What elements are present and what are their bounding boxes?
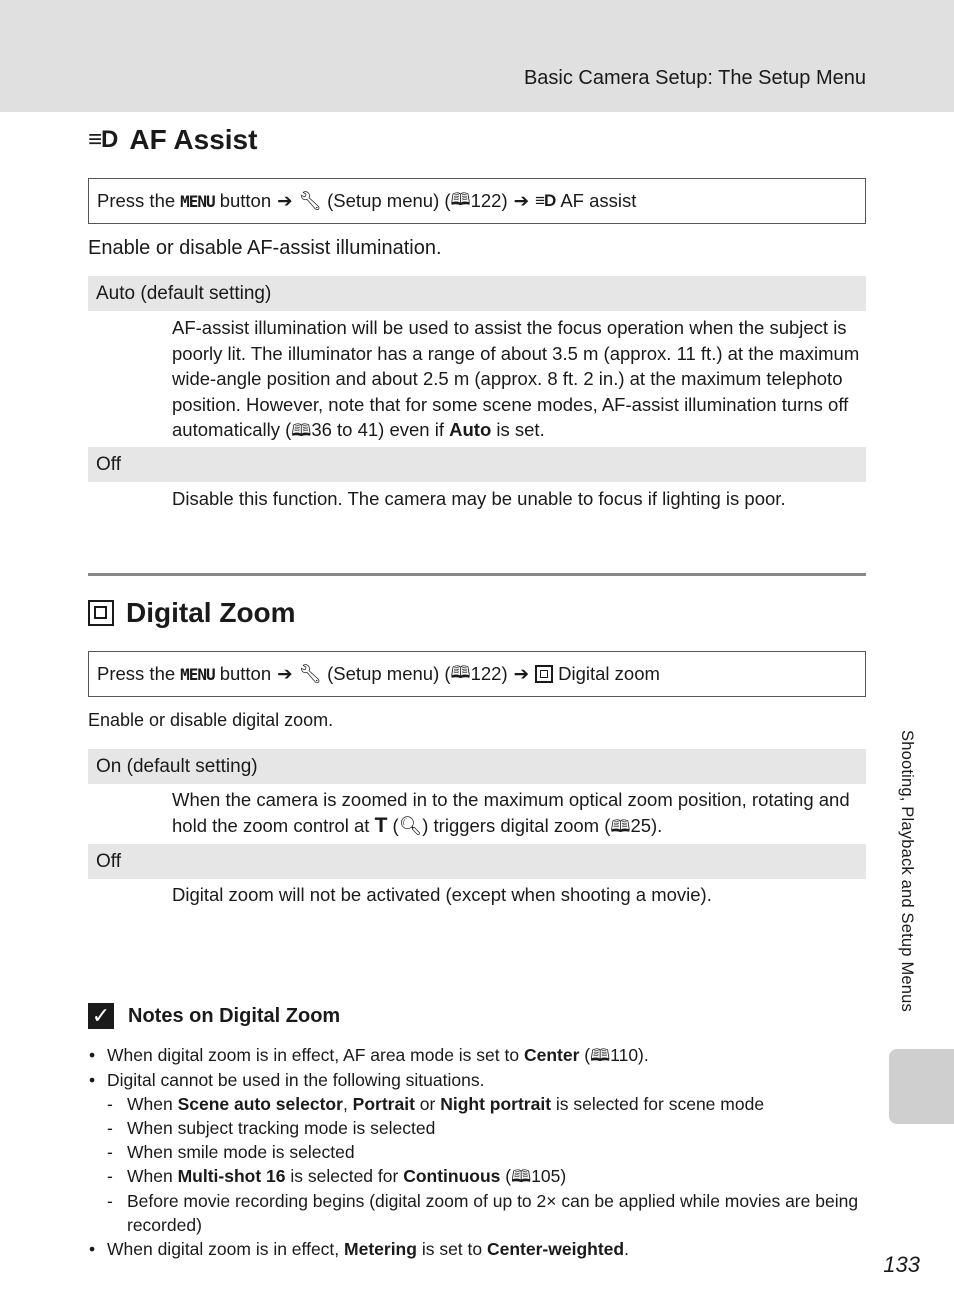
digital-zoom-menu-path: Press the MENU button ➔ 🔧︎ (Setup menu) ( 🕮 122) ➔ Digital zoom <box>88 651 866 697</box>
wrench-icon: 🔧︎ <box>298 663 323 684</box>
book-reference-icon: 🕮 <box>511 1167 532 1186</box>
digital-zoom-icon <box>88 600 114 626</box>
option-label-off: Off <box>88 447 866 482</box>
arrow-right-icon: ➔ <box>277 663 293 684</box>
option-text-on: When the camera is zoomed in to the maximum optical zoom position, rotating and hold the zoom control at T (🔍︎) triggers digital zoom (🕮25). <box>172 787 860 839</box>
list-item: • Digital cannot be used in the following situations. <box>88 1068 868 1092</box>
list-item: • When digital zoom is in effect, AF area mode is set to Center (🕮110). <box>88 1043 868 1068</box>
list-item: - When smile mode is selected <box>88 1140 868 1164</box>
arrow-right-icon: ➔ <box>513 190 530 211</box>
section-title-af-assist <box>88 124 257 156</box>
option-label-on: On (default setting) <box>88 749 866 784</box>
digital-zoom-description: Enable or disable digital zoom. <box>88 710 334 730</box>
header-band <box>0 0 954 112</box>
section-divider <box>88 573 866 576</box>
section-tab <box>889 1049 954 1124</box>
list-item: - When subject tracking mode is selected <box>88 1116 868 1140</box>
digital-zoom-title: Digital Zoom <box>126 597 296 628</box>
book-reference-icon: 🕮 <box>450 189 471 209</box>
zoom-in-icon: 🔍︎ <box>398 814 423 836</box>
af-assist-description: Enable or disable AF-assist illumination. <box>88 237 442 259</box>
menu-button-label: MENU <box>180 191 215 211</box>
notes-title: ✓ Notes on Digital Zoom <box>88 1003 340 1029</box>
option-text-auto: AF-assist illumination will be used to assist the focus operation when the subject is poorly lit. The illuminator has a range of about 3.5 m (approx. 11 ft.) at the maximum wide-angle position and about 2.5 m (approx. 8 ft. 2 in.) at the maximum telephoto position. However, note that for some scene modes, AF-assist illumination turns off automatically (🕮36 to 41) even if Auto is set. <box>172 315 860 444</box>
arrow-right-icon: ➔ <box>513 663 530 684</box>
checkmark-icon: ✓ <box>88 1003 114 1029</box>
af-assist-menu-path: Press the MENU button ➔ 🔧︎ (Setup menu) ( 🕮 122) ➔ ≡D AF assist <box>88 178 866 224</box>
option-label-auto: Auto (default setting) <box>88 276 866 311</box>
af-assist-icon: ≡D <box>88 126 118 153</box>
digital-zoom-icon <box>535 665 553 683</box>
list-item: - When Multi-shot 16 is selected for Continuous (🕮105) <box>88 1164 868 1189</box>
option-text-off: Disable this function. The camera may be unable to focus if lighting is poor. <box>172 488 786 509</box>
af-assist-icon: ≡D <box>535 191 556 210</box>
menu-button-label: MENU <box>180 664 215 684</box>
af-assist-title: AF Assist <box>129 124 258 155</box>
wrench-icon: 🔧︎ <box>298 190 323 211</box>
option-label-off: Off <box>88 844 866 879</box>
book-reference-icon: 🕮 <box>610 816 631 836</box>
page-number: 133 <box>883 1252 920 1277</box>
book-reference-icon: 🕮 <box>590 1046 611 1065</box>
running-head: Basic Camera Setup: The Setup Menu <box>523 67 866 89</box>
list-item: - Before movie recording begins (digital zoom of up to 2× can be applied while movies are being recorded) <box>88 1189 868 1237</box>
side-section-label: Shooting, Playback and Setup Menus <box>898 730 916 1012</box>
section-title-digital-zoom <box>88 597 296 629</box>
list-item: • When digital zoom is in effect, Metering is set to Center-weighted. <box>88 1237 868 1261</box>
option-text-off: Digital zoom will not be activated (except when shooting a movie). <box>172 884 712 905</box>
book-reference-icon: 🕮 <box>291 421 312 440</box>
notes-list <box>88 1043 868 1261</box>
book-reference-icon: 🕮 <box>450 662 471 682</box>
list-item: - When Scene auto selector, Portrait or Night portrait is selected for scene mode <box>88 1092 868 1116</box>
arrow-right-icon: ➔ <box>277 190 293 211</box>
